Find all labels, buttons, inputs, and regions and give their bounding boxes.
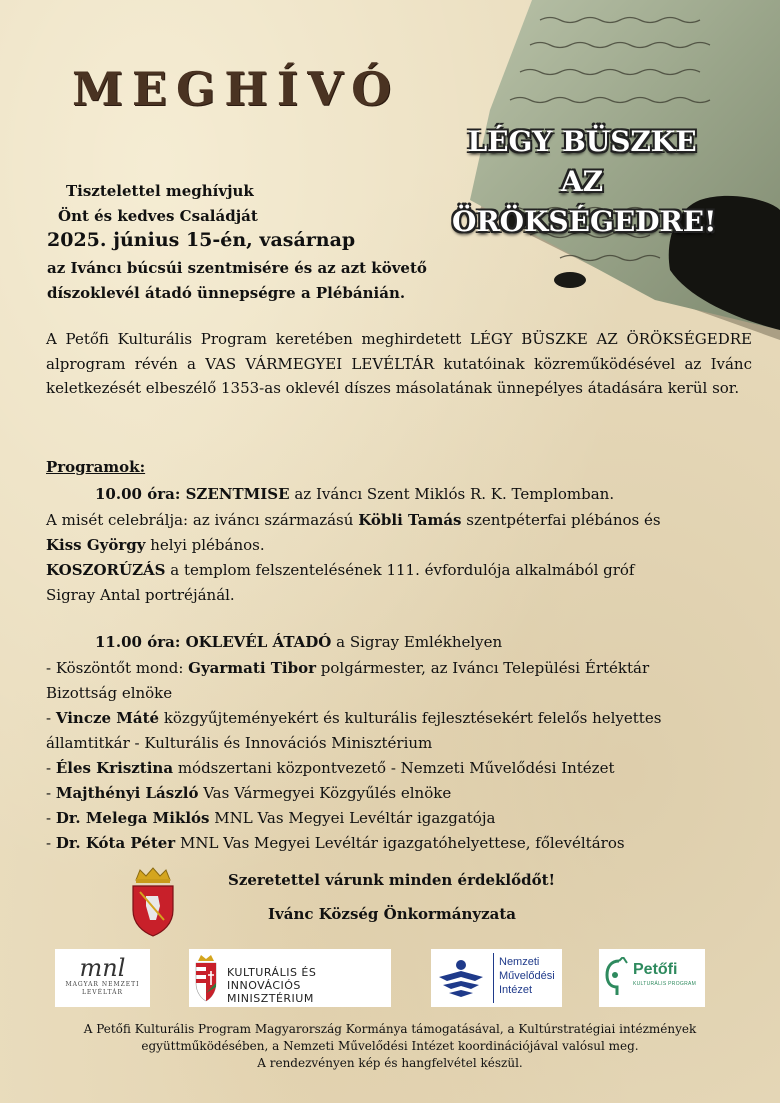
program-wreath-cont: Sigray Antal portréjánál. [46, 586, 235, 604]
footer-line-2: együttműködésében, a Nemzeti Művelődési Intézet koordinációjával valósul meg. [141, 1039, 639, 1053]
speaker-3: - Éles Krisztina módszertani központvezető - Nemzeti Művelődési Intézet [46, 759, 615, 777]
speaker-6: - Dr. Kóta Péter MNL Vas Megyei Levéltár igazgatóhelyettese, főlevéltáros [46, 834, 625, 852]
signature: Ivánc Község Önkormányzata [268, 905, 517, 923]
footer-line-1: A Petőfi Kulturális Program Magyarország Kormánya támogatásával, a Kultúrstratégiai intézmények [83, 1022, 697, 1036]
speaker-5: - Dr. Melega Miklós MNL Vas Megyei Levéltár igazgatója [46, 809, 496, 827]
petofi-emblem-icon [605, 957, 633, 999]
nmi-emblem-icon [435, 955, 487, 1001]
event-date: 2025. június 15-én, vasárnap [47, 229, 356, 251]
slogan-line-2: AZ ÖRÖKSÉGEDRE! [452, 165, 717, 238]
page-title: MEGHÍVÓ [72, 62, 401, 116]
nmi-logo: Nemzeti Művelődési Intézet [431, 949, 562, 1007]
intro-line-1: Tisztelettel meghívjuk [66, 182, 254, 200]
intro-line-2: Önt és kedves Családját [58, 207, 258, 225]
intro-line-3: az Iváncı búcsúi szentmisére és az azt követő [47, 259, 427, 277]
program-celebrant: A misét celebrálja: az iváncı származású Köbli Tamás szentpéterfai plébános és [46, 511, 661, 529]
slogan [452, 122, 717, 242]
speaker-2: - Vincze Máté közgyűjteményekért és kulturális fejlesztésekért felelős helyettes [46, 709, 662, 727]
welcome-text: Szeretettel várunk minden érdeklődőt! [228, 871, 556, 889]
program-item-mass: 10.00 óra: SZENTMISE az Iváncı Szent Miklós R. K. Templomban. [95, 485, 615, 503]
petofi-program-logo: Petőfi KULTURÁLIS PROGRAM [599, 949, 705, 1007]
speaker-2-cont: államtitkár - Kulturális és Innovációs Minisztérium [46, 734, 433, 752]
kim-logo: KULTURÁLIS ÉS INNOVÁCIÓS MINISZTÉRIUM [189, 949, 391, 1007]
mnl-logo: mnl MAGYAR NEMZETI LEVÉLTÁR [55, 949, 150, 1007]
footer [30, 1021, 750, 1072]
coat-of-arms-icon [128, 866, 178, 938]
program-wreath: KOSZORÚZÁS a templom felszentelésének 111. évfordulója alkalmából gróf [46, 561, 635, 579]
program-local-priest: Kiss György helyi plébános. [46, 536, 265, 554]
speaker-4: - Majthényi László Vas Vármegyei Közgyűlés elnöke [46, 784, 452, 802]
intro-line-4: díszoklevél átadó ünnepségre a Plébánián. [47, 284, 406, 302]
hungary-crest-icon [193, 953, 219, 1003]
footer-line-3: A rendezvényen kép és hangfelvétel készül. [257, 1056, 523, 1070]
program-item-charter: 11.00 óra: OKLEVÉL ÁTADÓ a Sigray Emlékhelyen [95, 633, 503, 651]
speaker-1: - Köszöntőt mond: Gyarmati Tibor polgármester, az Iváncı Települési Értéktár [46, 659, 650, 677]
slogan-line-1: LÉGY BÜSZKE [467, 125, 697, 158]
speaker-1-cont: Bizottság elnöke [46, 684, 173, 702]
description-paragraph: A Petőfi Kulturális Program keretében meghirdetett LÉGY BÜSZKE AZ ÖRÖKSÉGEDRE alprogram révén a VAS VÁRMEGYEI LEVÉLTÁR kutatóinak közreműködésével az Ivánc keletkezését elbeszélő 1353-as oklevél díszes másolatának ünnepélyes átadására kerül sor. [46, 330, 752, 397]
program-heading: Programok: [46, 458, 146, 476]
